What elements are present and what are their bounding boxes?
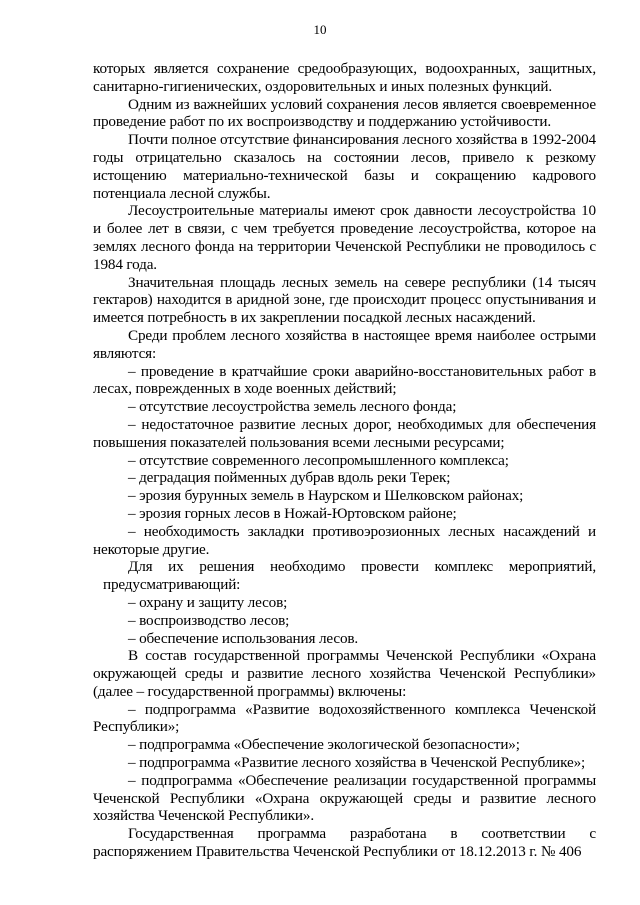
problem-list-item: – деградация пойменных дубрав вдоль реки Терек; <box>128 469 451 487</box>
paragraph-program-composition: В состав государственной программы Чеченской Республики «Охрана окружающей среды и развитие лесного хозяйства Чеченской Республики» (далее – государственной программы) включены: <box>93 647 596 700</box>
problem-list-item: – недостаточное развитие лесных дорог, необходимых для обеспечения повышения показателей пользования всеми лесными ресурсами; <box>93 415 596 451</box>
measure-list-item: – обеспечение использования лесов. <box>128 629 359 647</box>
page-number: 10 <box>313 22 327 37</box>
paragraph-forest-preservation: Одним из важнейших условий сохранения лесов является своевременное проведение работ по их воспроизводству и поддержанию устойчивости. <box>93 95 596 131</box>
problem-list-item: – необходимость закладки противоэрозионных лесных насаждений и некоторые другие. <box>93 522 596 558</box>
subprogram-list-item: – подпрограмма «Развитие водохозяйственного комплекса Чеченской Республики»; <box>93 700 596 736</box>
measure-list-item: – воспроизводство лесов; <box>128 611 290 629</box>
paragraph-measures-intro: Для их решения необходимо провести комплекс мероприятий, предусматривающий: <box>103 558 596 594</box>
problem-list-item: – эрозия горных лесов в Ножай-Юртовском районе; <box>128 504 457 522</box>
problem-list-item: – проведение в кратчайшие сроки аварийно-восстановительных работ в лесах, поврежденных в ходе военных действий; <box>93 362 596 398</box>
paragraph-continuation: которых является сохранение средообразующих, водоохранных, защитных, санитарно-гигиенических, оздоровительных и иных полезных функций. <box>93 60 596 95</box>
problem-list-item: – отсутствие лесоустройства земель лесного фонда; <box>128 398 457 416</box>
problem-list-item: – эрозия бурунных земель в Наурском и Шелковском районах; <box>128 487 524 505</box>
subprogram-list-item: – подпрограмма «Развитие лесного хозяйства в Чеченской Республике»; <box>128 754 586 772</box>
paragraph-arid-zone: Значительная площадь лесных земель на севере республики (14 тысяч гектаров) находится в аридной зоне, где происходит процесс опустынивания и имеется потребность в их закреплении посадкой лесных насаждений. <box>93 273 596 327</box>
paragraph-financing: Почти полное отсутствие финансирования лесного хозяйства в 1992-2004 годы отрицательно сказалось на состоянии лесов, привело к резкому истощению материально-технической базы и сокращению кадрового потенциала лесной службы. <box>93 131 596 202</box>
subprogram-list-item: – подпрограмма «Обеспечение реализации государственной программы Чеченской Республики «Охрана окружающей среды и развитие лесного хозяйства Чеченской Республики». <box>93 771 596 825</box>
paragraph-forest-inventory: Лесоустроительные материалы имеют срок давности лесоустройства 10 и более лет в связи, с чем требуется проведение лесоустройства, которое на землях лесного фонда на территории Чеченской Республики не проводилось с 1984 года. <box>93 202 596 273</box>
subprogram-list-item: – подпрограмма «Обеспечение экологической безопасности»; <box>128 736 520 754</box>
measure-list-item: – охрану и защиту лесов; <box>128 593 288 611</box>
problem-list-item: – отсутствие современного лесопромышленного комплекса; <box>128 451 509 469</box>
paragraph-program-basis: Государственная программа разработана в соответствии с распоряжением Правительства Чеченской Республики от 18.12.2013 г. № 406 <box>93 825 596 861</box>
body-text <box>93 60 596 861</box>
paragraph-problems-intro: Среди проблем лесного хозяйства в настоящее время наиболее острыми являются: <box>93 326 596 362</box>
